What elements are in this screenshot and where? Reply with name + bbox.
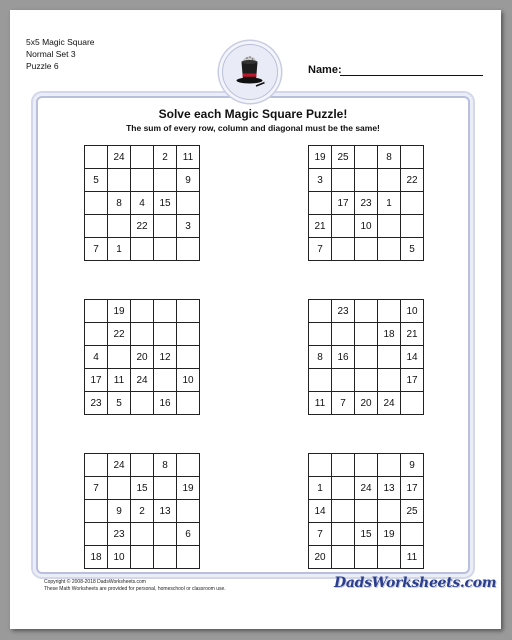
grid-cell[interactable] [401,192,424,215]
grid-cell[interactable] [85,500,108,523]
grid-cell[interactable]: 17 [85,369,108,392]
grid-cell[interactable] [378,215,401,238]
usage-note: These Math Worksheets are provided for personal, homeschool or classroom use. [44,586,226,592]
name-field[interactable] [340,75,483,76]
grid-cell[interactable]: 6 [177,523,200,546]
grid-cell[interactable]: 8 [154,454,177,477]
grid-cell[interactable]: 7 [309,238,332,261]
grid-cell[interactable] [85,454,108,477]
grid-cell[interactable] [378,369,401,392]
grid-cell[interactable] [154,523,177,546]
grid-cell[interactable]: 18 [85,546,108,569]
grid-cell[interactable]: 19 [378,523,401,546]
grid-cell[interactable]: 24 [131,369,154,392]
grid-cell[interactable]: 11 [108,369,131,392]
grid-cell[interactable] [378,238,401,261]
grid-cell[interactable] [401,523,424,546]
grid-cell[interactable]: 16 [154,392,177,415]
magic-square-1 [84,145,200,261]
grid-cell[interactable]: 14 [401,346,424,369]
grid-cell[interactable] [177,546,200,569]
grid-cell[interactable]: 5 [108,392,131,415]
grid-cell[interactable]: 10 [355,215,378,238]
grid-cell[interactable]: 23 [332,300,355,323]
grid-cell[interactable]: 10 [177,369,200,392]
grid-cell[interactable] [401,215,424,238]
grid-cell[interactable]: 22 [401,169,424,192]
grid-cell[interactable] [154,238,177,261]
grid-cell[interactable]: 1 [309,477,332,500]
grid-cell[interactable]: 20 [355,392,378,415]
grid-cell[interactable] [177,346,200,369]
grid-cell[interactable]: 20 [309,546,332,569]
grid-cell[interactable]: 9 [108,500,131,523]
grid-cell[interactable]: 24 [378,392,401,415]
grid-cell[interactable]: 21 [401,323,424,346]
grid-cell[interactable]: 15 [154,192,177,215]
grid-cell[interactable] [309,323,332,346]
grid-cell[interactable] [355,546,378,569]
grid-cell[interactable] [309,192,332,215]
grid-cell[interactable]: 19 [309,146,332,169]
grid-cell[interactable]: 7 [309,523,332,546]
grid-cell[interactable] [332,323,355,346]
grid-cell[interactable]: 16 [332,346,355,369]
grid-cell[interactable] [154,215,177,238]
grid-cell[interactable] [401,392,424,415]
grid-cell[interactable] [85,146,108,169]
grid-cell[interactable] [154,546,177,569]
grid-cell[interactable]: 21 [309,215,332,238]
grid-cell[interactable]: 4 [131,192,154,215]
grid-cell[interactable]: 14 [309,500,332,523]
worksheet-info [26,36,95,72]
grid-cell[interactable] [154,477,177,500]
instructions-subtitle: The sum of every row, column and diagonal must be the same! [126,123,380,133]
grid-cell[interactable] [85,300,108,323]
worksheet-set: Normal Set 3 [26,49,76,59]
grid-cell[interactable] [177,238,200,261]
grid-cell[interactable] [378,546,401,569]
grid-cell[interactable]: 10 [401,300,424,323]
grid-cell[interactable] [355,323,378,346]
grid-cell[interactable]: 11 [309,392,332,415]
grid-cell[interactable] [355,169,378,192]
grid-cell[interactable] [177,300,200,323]
grid-cell[interactable] [332,523,355,546]
grid-cell[interactable] [85,215,108,238]
grid-cell[interactable] [401,146,424,169]
grid-cell[interactable]: 11 [177,146,200,169]
grid-cell[interactable] [355,238,378,261]
grid-cell[interactable]: 8 [108,192,131,215]
grid-cell[interactable] [332,500,355,523]
grid-cell[interactable]: 13 [154,500,177,523]
grid-cell[interactable] [378,454,401,477]
grid-cell[interactable] [332,238,355,261]
grid-cell[interactable] [131,238,154,261]
grid-cell[interactable]: 19 [108,300,131,323]
worksheet-type: 5x5 Magic Square [26,37,95,47]
magic-square-3 [84,299,200,415]
grid-cell[interactable] [355,146,378,169]
grid-cell[interactable]: 5 [401,238,424,261]
grid-cell[interactable] [131,392,154,415]
grid-cell[interactable] [154,369,177,392]
grid-cell[interactable] [131,169,154,192]
name-label: Name: [308,64,342,76]
grid-cell[interactable] [131,523,154,546]
magic-hat-icon [222,44,278,100]
grid-cell[interactable]: 20 [131,346,154,369]
grid-cell[interactable]: 2 [154,146,177,169]
grid-cell[interactable]: 17 [401,477,424,500]
grid-cell[interactable]: 2 [131,500,154,523]
grid-cell[interactable]: 13 [378,477,401,500]
grid-cell[interactable] [332,215,355,238]
grid-cell[interactable] [355,369,378,392]
grid-cell[interactable] [309,369,332,392]
grid-cell[interactable]: 22 [108,323,131,346]
grid-cell[interactable] [355,454,378,477]
grid-cell[interactable]: 8 [309,346,332,369]
footer-notice [44,579,226,593]
grid-cell[interactable]: 24 [355,477,378,500]
grid-cell[interactable] [332,546,355,569]
grid-cell[interactable] [108,169,131,192]
grid-cell[interactable]: 22 [131,215,154,238]
grid-cell[interactable]: 24 [108,454,131,477]
brand-logo[interactable]: DadsWorksheets.com [334,575,497,591]
grid-cell[interactable]: 4 [85,346,108,369]
grid-cell[interactable] [177,192,200,215]
grid-cell[interactable] [108,477,131,500]
grid-cell[interactable] [131,323,154,346]
grid-cell[interactable]: 8 [378,146,401,169]
magic-square-2 [308,145,424,261]
grid-cell[interactable]: 12 [154,346,177,369]
grid-cell[interactable]: 3 [309,169,332,192]
magic-square-4 [308,299,424,415]
grid-cell[interactable]: 1 [378,192,401,215]
grid-cell[interactable]: 15 [355,523,378,546]
grid-cell[interactable]: 1 [108,238,131,261]
grid-cell[interactable]: 17 [401,369,424,392]
grid-cell[interactable] [355,346,378,369]
grid-cell[interactable] [108,346,131,369]
grid-cell[interactable] [355,500,378,523]
grid-cell[interactable] [131,146,154,169]
grid-cell[interactable]: 19 [177,477,200,500]
grid-cell[interactable] [177,392,200,415]
grid-cell[interactable] [378,300,401,323]
grid-cell[interactable] [177,454,200,477]
grid-cell[interactable] [85,523,108,546]
grid-cell[interactable]: 25 [332,146,355,169]
grid-cell[interactable] [332,477,355,500]
grid-cell[interactable]: 7 [332,392,355,415]
grid-cell[interactable] [108,215,131,238]
grid-cell[interactable] [332,369,355,392]
grid-cell[interactable]: 23 [355,192,378,215]
grid-cell[interactable] [177,500,200,523]
grid-cell[interactable]: 5 [85,169,108,192]
grid-cell[interactable] [131,454,154,477]
grid-cell[interactable] [85,323,108,346]
grid-cell[interactable] [332,169,355,192]
grid-cell[interactable]: 24 [108,146,131,169]
grid-cell[interactable]: 23 [108,523,131,546]
grid-cell[interactable] [154,300,177,323]
grid-cell[interactable]: 17 [332,192,355,215]
grid-cell[interactable] [378,346,401,369]
grid-cell[interactable] [378,500,401,523]
worksheet-puzzle-number: Puzzle 6 [26,61,59,71]
grid-cell[interactable]: 3 [177,215,200,238]
grid-cell[interactable]: 7 [85,477,108,500]
grid-cell[interactable] [332,454,355,477]
grid-cell[interactable]: 9 [177,169,200,192]
grid-cell[interactable] [131,546,154,569]
grid-cell[interactable] [154,323,177,346]
grid-cell[interactable] [85,192,108,215]
grid-cell[interactable] [309,454,332,477]
instructions-title: Solve each Magic Square Puzzle! [158,107,348,121]
grid-cell[interactable] [131,300,154,323]
copyright-text: Copyright © 2008-2018 DadsWorksheets.com [44,579,146,585]
magic-square-6 [308,453,424,569]
magic-square-5 [84,453,200,569]
grid-cell[interactable]: 23 [85,392,108,415]
grid-cell[interactable] [309,300,332,323]
grid-cell[interactable] [355,300,378,323]
grid-cell[interactable] [177,323,200,346]
grid-cell[interactable]: 25 [401,500,424,523]
grid-cell[interactable]: 9 [401,454,424,477]
grid-cell[interactable] [154,169,177,192]
grid-cell[interactable]: 15 [131,477,154,500]
grid-cell[interactable]: 7 [85,238,108,261]
grid-cell[interactable]: 10 [108,546,131,569]
grid-cell[interactable]: 18 [378,323,401,346]
grid-cell[interactable] [378,169,401,192]
grid-cell[interactable]: 11 [401,546,424,569]
